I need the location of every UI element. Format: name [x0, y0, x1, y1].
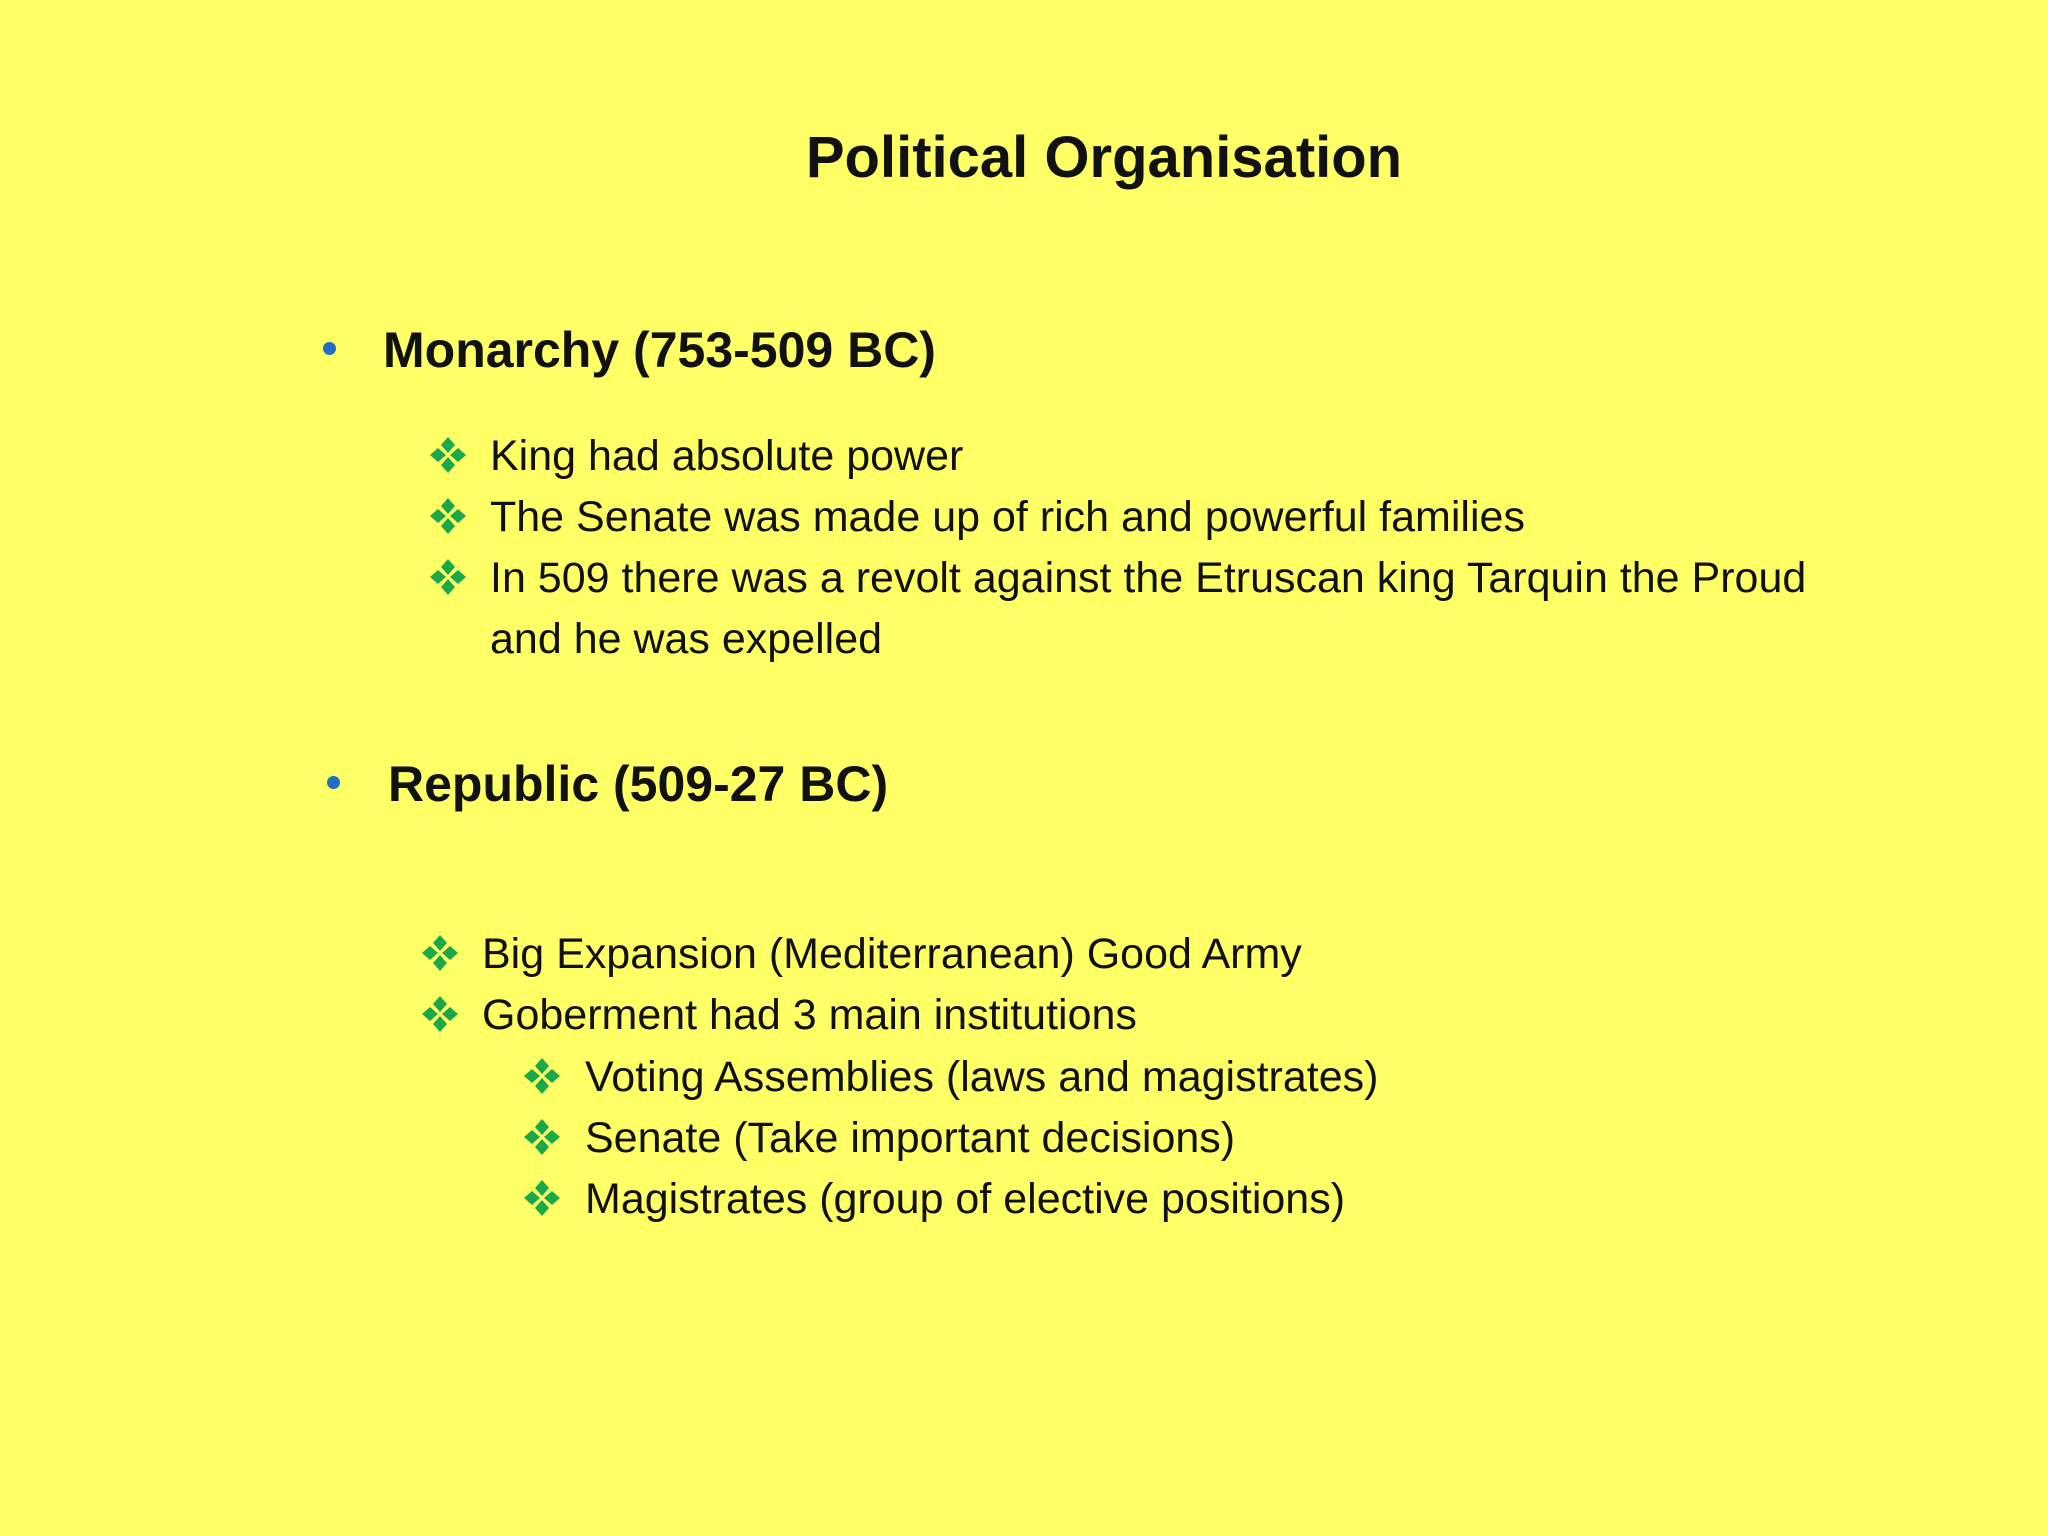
sub-list-item-text: Voting Assemblies (laws and magistrates) [585, 1053, 1379, 1101]
four-diamond-icon [430, 498, 466, 534]
list-item-text: In 509 there was a revolt against the Etruscan king Tarquin the Proud [490, 554, 1807, 602]
round-dot-icon [323, 342, 336, 355]
sub-list-item [585, 1047, 1378, 1108]
four-diamond-icon [422, 996, 458, 1032]
four-diamond-icon [430, 559, 466, 595]
section-heading-republic: Republic (509-27 BC) [388, 756, 889, 812]
sub-list-item [585, 1108, 1235, 1169]
sub-list-item-text: Senate (Take important decisions) [585, 1114, 1236, 1162]
list-item [490, 487, 1525, 548]
list-item [490, 548, 1806, 670]
sub-list-item-text: Magistrates (group of elective positions) [585, 1175, 1346, 1223]
list-item [482, 985, 1137, 1046]
list-item [490, 426, 963, 487]
four-diamond-icon [524, 1119, 560, 1155]
list-item-text: The Senate was made up of rich and powerful families [490, 493, 1525, 541]
sub-list-item [585, 1169, 1345, 1230]
section-heading-monarchy: Monarchy (753-509 BC) [383, 322, 936, 378]
four-diamond-icon [524, 1180, 560, 1216]
slide-title: Political Organisation [805, 125, 1403, 190]
list-item-text: King had absolute power [490, 432, 964, 480]
list-item-text: Goberment had 3 main institutions [482, 991, 1137, 1039]
four-diamond-icon [430, 437, 466, 473]
list-item-continuation: and he was expelled [490, 615, 883, 663]
round-dot-icon [327, 776, 340, 789]
four-diamond-icon [422, 935, 458, 971]
list-item [482, 924, 1302, 985]
list-item-text: Big Expansion (Mediterranean) Good Army [482, 930, 1302, 978]
four-diamond-icon [524, 1058, 560, 1094]
